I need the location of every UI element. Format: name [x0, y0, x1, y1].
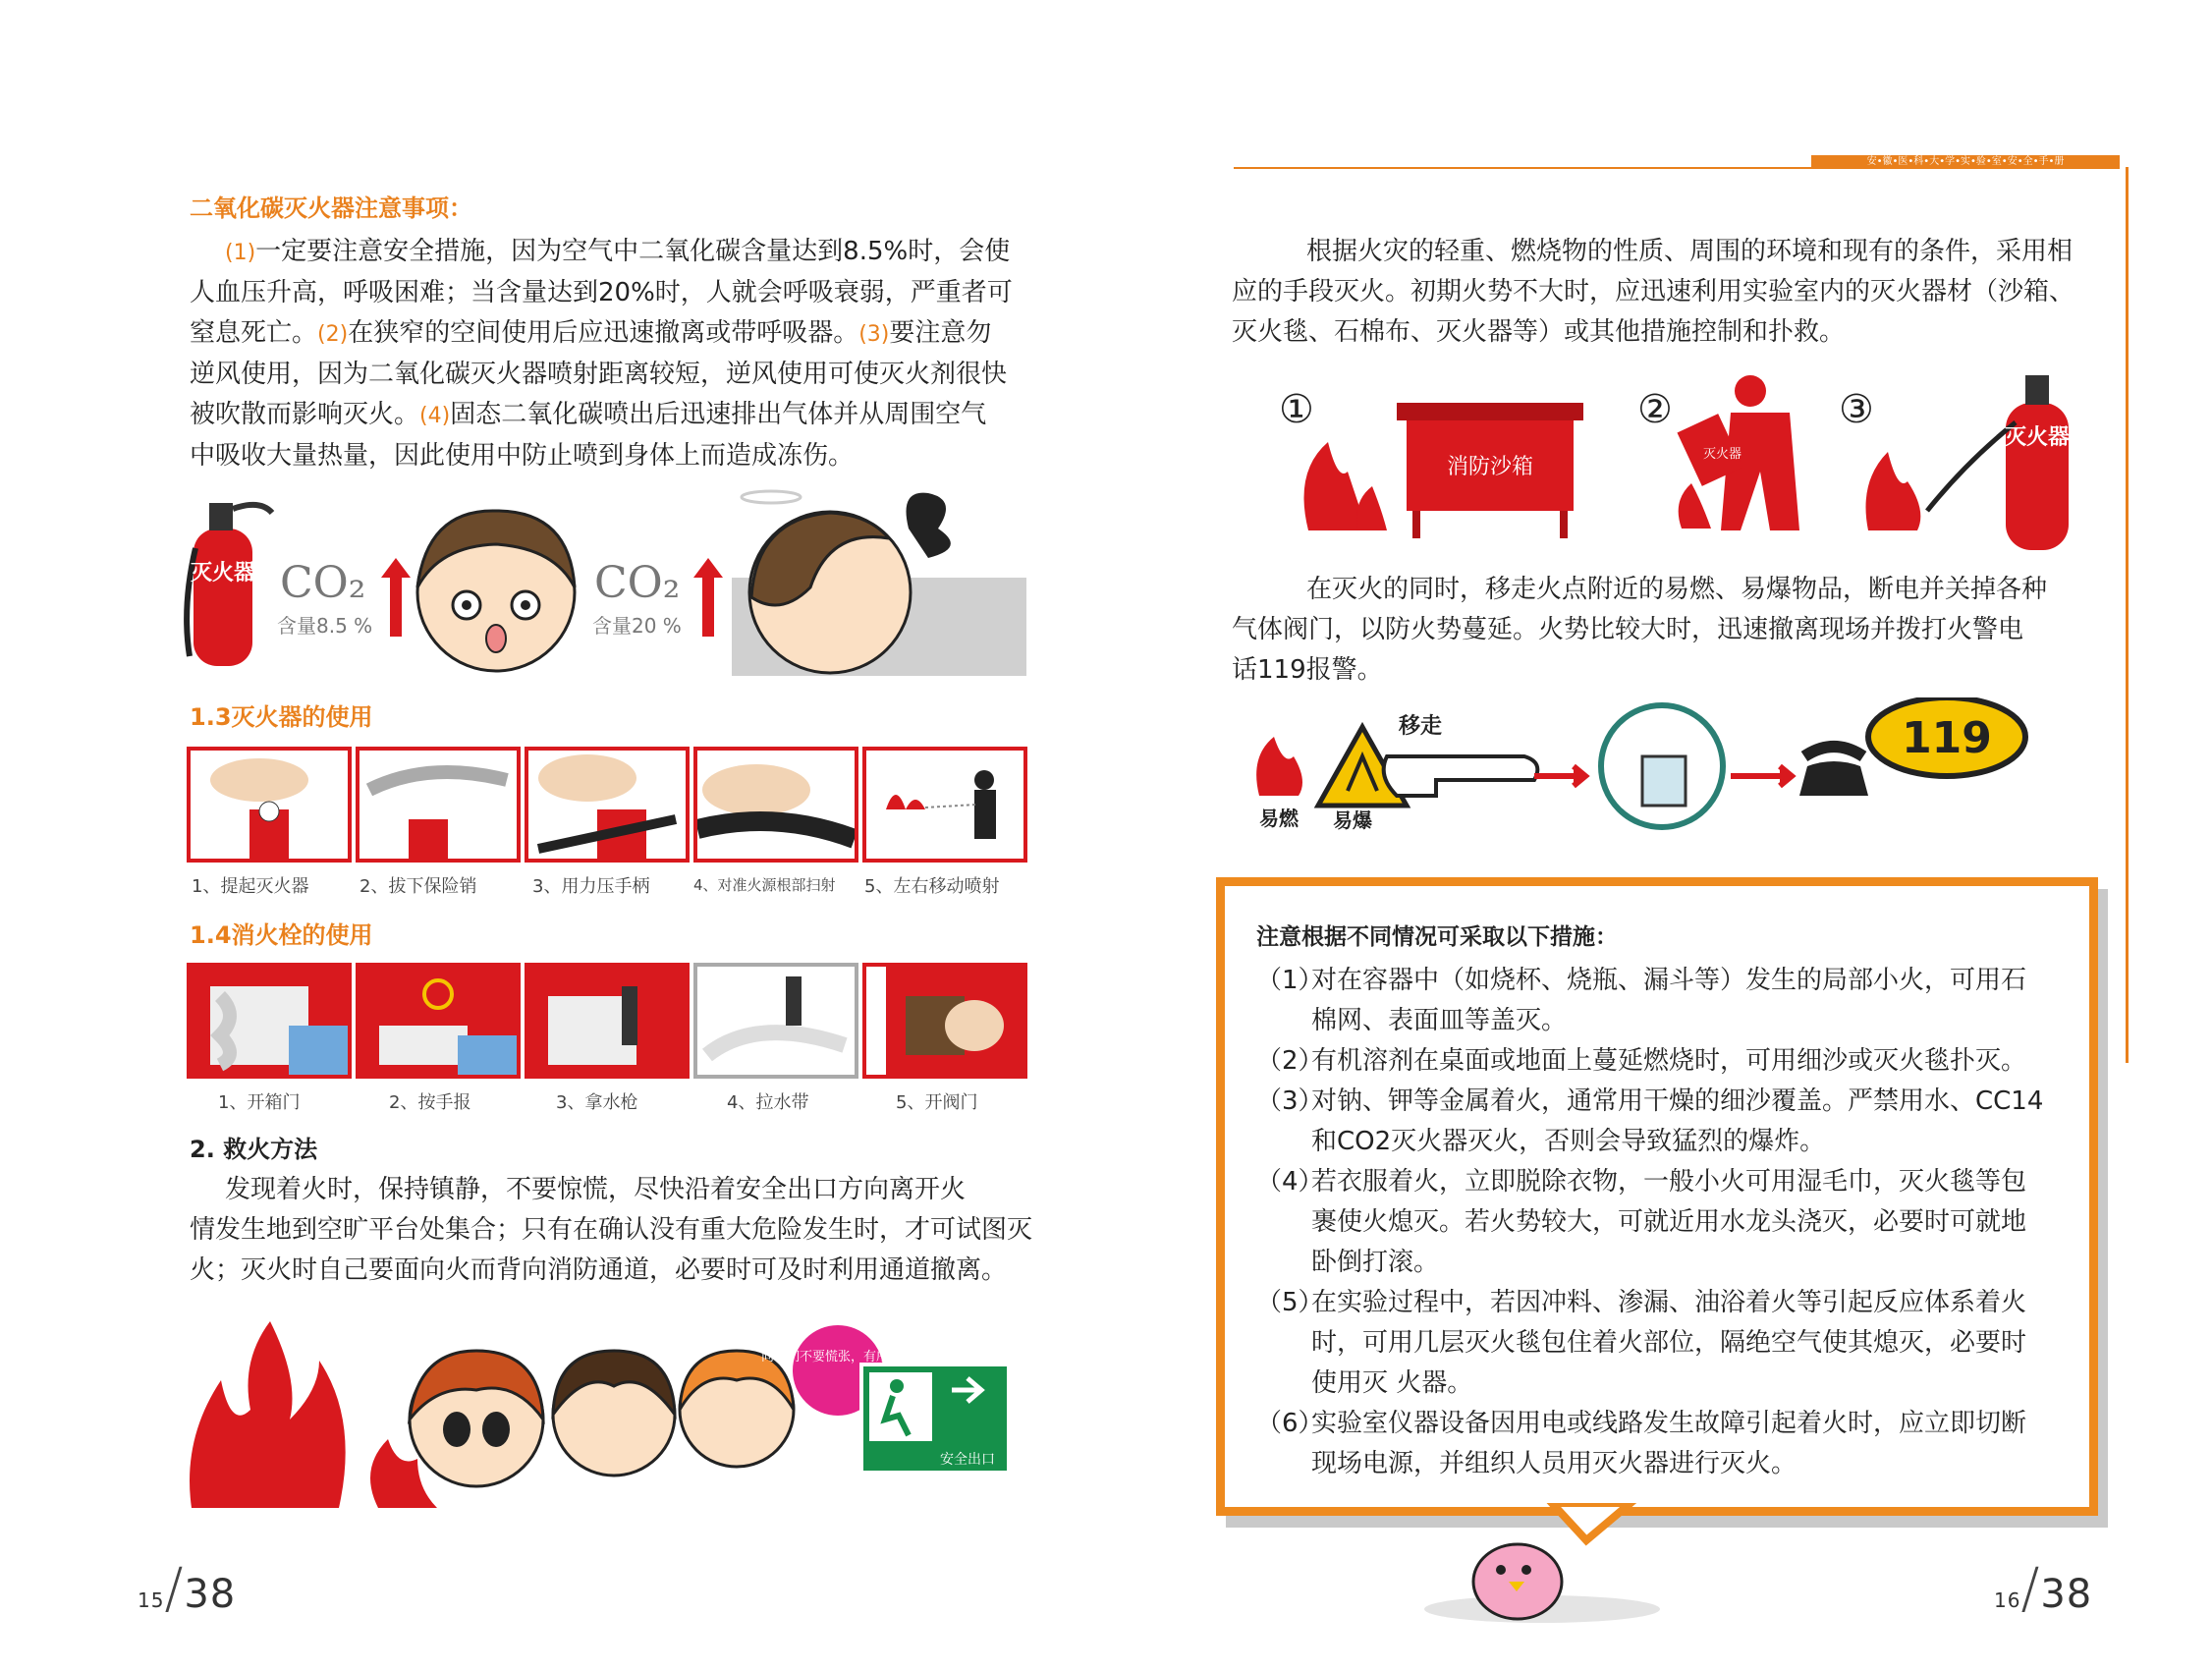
list-item — [1256, 1041, 2064, 1082]
step-caption: 2、拔下保险销 — [359, 876, 477, 897]
measures-list — [1256, 961, 2064, 1484]
item-text: 在实验过程中，若因冲料、渗漏、油浴着火等引起反应体系着火 — [1311, 1288, 2027, 1317]
page-current: 15 — [138, 1588, 165, 1612]
text-line: 情发生地到空旷平台处集合；只有在确认没有重大危险发生时，才可试图灭 — [190, 1215, 1033, 1245]
item-number: (3) — [858, 322, 890, 347]
text-line: 一定要注意安全措施，因为空气中二氧化碳含量达到8.5%时，会使 — [255, 237, 1011, 266]
item-text: 使用灭 火器。 — [1311, 1368, 1473, 1398]
side-rule — [2126, 167, 2129, 1063]
step-image-take-nozzle — [525, 963, 690, 1079]
hazard-flow-illustration — [1240, 697, 2094, 835]
item-text: 时，可用几层灭火毯包住着火部位，隔绝空气使其熄灭，必要时 — [1311, 1328, 2027, 1358]
list-item — [1256, 961, 2064, 1041]
step-caption: 4、对准火源根部扫射 — [693, 876, 836, 894]
step-image-press-alarm — [356, 963, 521, 1079]
item-text: 若衣服着火，立即脱除衣物，一般小火可用湿毛巾，灭火毯等包 — [1311, 1167, 2027, 1197]
page-total: 38 — [2040, 1572, 2093, 1617]
intro-paragraph — [1232, 232, 2096, 353]
item-index: （4） — [1256, 1167, 1324, 1197]
page-number-right: 16/38 — [1994, 1557, 2093, 1621]
sandbox-label: 消防沙箱 — [1446, 455, 1534, 479]
step-caption: 2、按手报 — [389, 1092, 471, 1113]
text-line: 在灭火的同时，移走火点附近的易燃、易爆物品，断电并关掉各种 — [1306, 575, 2048, 604]
second-paragraph — [1232, 570, 2096, 691]
item-text: 对在容器中（如烧杯、烧瓶、漏斗等）发生的局部小火，可用石 — [1311, 966, 2027, 995]
header-tab: 安•徽•医•科•大•学•实•验•室•安•全•手•册 — [1811, 155, 2120, 169]
text-line: 固态二氧化碳喷出后迅速排出气体并从周围空气 — [450, 400, 987, 429]
text-line: 窒息死亡。 — [190, 318, 318, 348]
text-line: 发现着火时，保持镇静，不要惊慌，尽快沿着安全出口方向离开火 — [225, 1175, 967, 1204]
exit-sign-label: 安全出口 — [940, 1452, 995, 1468]
text-line: 中吸收大量热量，因此使用中防止喷到身体上而造成冻伤。 — [190, 441, 855, 471]
step-caption: 5、左右移动喷射 — [864, 876, 1000, 897]
step-image-open-door — [187, 963, 352, 1079]
step-image-press — [525, 747, 690, 863]
step-image-open-valve — [862, 963, 1027, 1079]
notice-box — [1216, 877, 2098, 1516]
text-line: 话119报警。 — [1232, 655, 1383, 685]
item-index: （5） — [1256, 1288, 1324, 1317]
step-caption: 5、开阀门 — [896, 1092, 978, 1113]
step-image-pin — [356, 747, 521, 863]
sand-bag-label: 灭火器 — [1703, 447, 1742, 462]
step-image-sweep — [862, 747, 1027, 863]
item-text: 卧倒打滚。 — [1311, 1248, 1440, 1277]
co2-label-b: CO₂ — [594, 558, 681, 608]
item-number: (2) — [317, 322, 349, 347]
item-text: 和CO2灭火器灭火，否则会导致猛烈的爆炸。 — [1311, 1127, 1826, 1156]
co2-level-b: 含量20 % — [592, 614, 682, 638]
item-index: （2） — [1256, 1046, 1324, 1076]
text-line: 在狭窄的空间使用后应迅速撤离或带呼吸器。 — [348, 318, 859, 348]
step-caption: 3、拿水枪 — [556, 1092, 638, 1113]
step-caption: 1、开箱门 — [218, 1092, 301, 1113]
item-index: （3） — [1256, 1086, 1324, 1116]
list-item — [1256, 1404, 2064, 1484]
item-text: 对钠、钾等金属着火，通常用干燥的细沙覆盖。严禁用水、CC14 — [1311, 1086, 2044, 1116]
evacuation-illustration — [182, 1321, 1028, 1518]
extinguisher-label: 灭火器 — [2004, 425, 2071, 450]
co2-illustration — [182, 489, 1028, 676]
co2-heading: 二氧化碳灭火器注意事项： — [190, 195, 472, 222]
item-text: 实验室仪器设备因用电或线路发生故障引起着火时，应立即切断 — [1311, 1409, 2027, 1438]
emergency-number: 119 — [1902, 713, 1992, 763]
text-line: 灭火毯、石棉布、灭火器等）或其他措施控制和扑救。 — [1232, 317, 1846, 347]
text-line: 火；灭火时自己要面向火而背向消防通道，必要时可及时利用通道撤离。 — [190, 1255, 1008, 1285]
step-caption: 3、用力压手柄 — [532, 876, 650, 897]
co2-label-a: CO₂ — [280, 558, 366, 608]
section-1-3-heading: 1.3灭火器的使用 — [190, 703, 373, 731]
item-number: (1) — [225, 241, 256, 265]
item-text: 裹使火熄灭。若火势较大，可就近用水龙头浇灭，必要时可就地 — [1311, 1207, 2027, 1237]
text-line: 应的手段灭火。初期火势不大时，应迅速利用实验室内的灭火器材（沙箱、 — [1232, 277, 2075, 306]
section-1-4-heading: 1.4消火栓的使用 — [190, 921, 373, 949]
move-away-label: 移走 — [1399, 714, 1443, 739]
text-line: 要注意勿 — [889, 318, 992, 348]
list-item — [1256, 1283, 2064, 1404]
co2-level-a: 含量8.5 % — [277, 614, 373, 638]
text-line: 人血压升高，呼吸困难；当含量达到20%时，人就会呼吸衰弱，严重者可 — [190, 278, 1013, 307]
notice-title: 注意根据不同情况可采取以下措施： — [1256, 924, 1618, 950]
step-image-pull-hose — [693, 963, 858, 1079]
item-index: （1） — [1256, 966, 1324, 995]
text-line: 根据火灾的轻重、燃烧物的性质、周围的环境和现有的条件，采用相 — [1306, 237, 2074, 266]
extinguisher-label: 灭火器 — [190, 561, 256, 585]
item-text: 现场电源，并组织人员用灭火器进行灭火。 — [1311, 1449, 1797, 1478]
text-line: 气体阀门，以防火势蔓延。火势比较大时，迅速撤离现场并拨打火警电 — [1232, 615, 2024, 644]
step-image-aim — [693, 747, 858, 863]
item-text: 棉网、表面皿等盖灭。 — [1311, 1006, 1568, 1035]
step-image-lift — [187, 747, 352, 863]
figure-number-2: ② — [1637, 387, 1673, 432]
step-caption: 1、提起灭火器 — [192, 876, 309, 897]
page-number-left: 15/38 — [138, 1557, 237, 1621]
text-line: 逆风使用，因为二氧化碳灭火器喷射距离较短，逆风使用可使灭火剂很快 — [190, 360, 1008, 389]
flammable-label: 易燃 — [1259, 807, 1299, 830]
list-item — [1256, 1082, 2064, 1162]
bubble-text: 同学们不要慌张，有序撤离 — [760, 1350, 915, 1365]
list-item — [1256, 1162, 2064, 1283]
fire-tools-illustration — [1240, 363, 2094, 555]
text-line: 被吹散而影响灭火。 — [190, 400, 420, 429]
item-index: （6） — [1256, 1409, 1324, 1438]
explosive-label: 易爆 — [1333, 808, 1372, 832]
rescue-paragraph — [190, 1170, 1054, 1291]
section-2-heading: 2. 救火方法 — [190, 1136, 318, 1163]
page-total: 38 — [184, 1572, 237, 1617]
co2-paragraph — [190, 232, 1054, 476]
page-current: 16 — [1994, 1588, 2021, 1612]
item-text: 有机溶剂在桌面或地面上蔓延燃烧时，可用细沙或灭火毯扑灭。 — [1311, 1046, 2027, 1076]
figure-number-3: ③ — [1839, 387, 1874, 432]
step-caption: 4、拉水带 — [727, 1092, 809, 1113]
item-number: (4) — [419, 404, 451, 428]
figure-number-1: ① — [1279, 387, 1314, 432]
bird-illustration — [1405, 1503, 1680, 1631]
